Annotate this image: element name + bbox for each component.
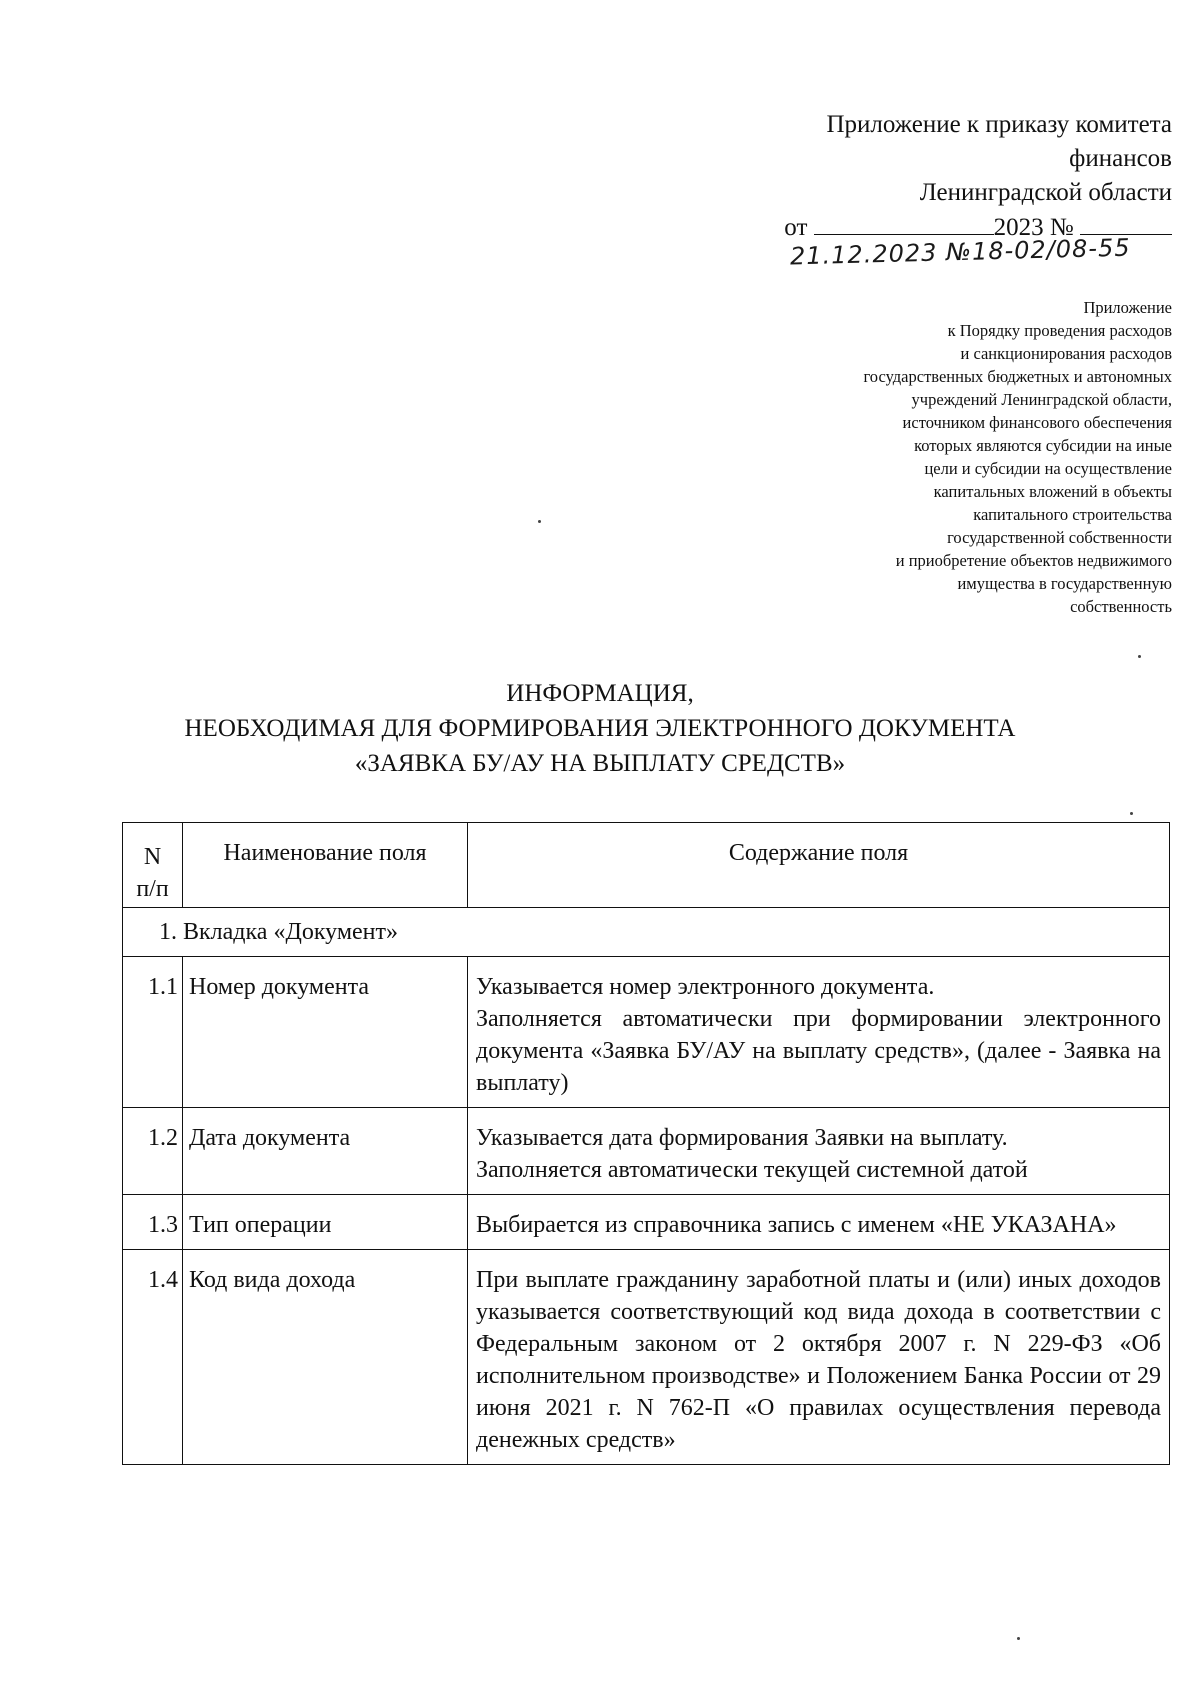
appendix-line: государственных бюджетных и автономных (863, 367, 1172, 386)
row-num: 1.4 (123, 1250, 183, 1465)
content-paragraph: При выплате гражданину заработной платы и (или) иных доходов указывается соответствующий код вида дохода в соответствии с Федеральным законом от 2 октября 2007 г. N 229-ФЗ «Об исполнительном производстве» и Положением Банка России от 29 июня 2021 г. N 762-П «О правилах осуществления перевода денежных средств» (476, 1267, 1161, 1453)
row-field-name: Тип операции (183, 1195, 468, 1250)
header-num (123, 823, 183, 908)
row-field-name: Код вида дохода (183, 1250, 468, 1465)
document-title (0, 676, 1200, 781)
scan-speck (538, 520, 541, 523)
row-field-name: Номер документа (183, 957, 468, 1108)
row-field-content (468, 1108, 1170, 1195)
section-row (123, 908, 1170, 957)
appendix-line: капитального строительства (973, 505, 1172, 524)
order-reference-line: Ленинградской области (919, 179, 1172, 206)
content-paragraph: Заполняется автоматически при формировании электронного документа «Заявка БУ/АУ на выплату средств», (далее - Заявка на выплату) (476, 1006, 1161, 1096)
table-row (123, 1250, 1170, 1465)
scan-speck (1017, 1637, 1020, 1640)
appendix-line: к Порядку проведения расходов (947, 321, 1172, 340)
row-num: 1.3 (123, 1195, 183, 1250)
section-title: 1. Вкладка «Документ» (123, 908, 1170, 957)
order-number-blank (1080, 210, 1172, 235)
content-paragraph: Указывается дата формирования Заявки на выплату. (476, 1125, 1008, 1151)
order-date-blank (814, 210, 994, 235)
content-paragraph: Указывается номер электронного документа. (476, 974, 935, 1000)
content-paragraph: Заполняется автоматически текущей системной датой (476, 1157, 1028, 1183)
appendix-line: и приобретение объектов недвижимого (895, 551, 1172, 570)
row-num: 1.1 (123, 957, 183, 1108)
title-line: «ЗАЯВКА БУ/АУ НА ВЫПЛАТУ СРЕДСТВ» (354, 750, 846, 777)
header-field-name: Наименование поля (183, 823, 468, 908)
order-reference (700, 108, 1172, 245)
appendix-line: и санкционирования расходов (960, 344, 1172, 363)
header-num-line: п/п (136, 876, 169, 902)
scan-speck (1130, 812, 1133, 815)
title-line: ИНФОРМАЦИЯ, (506, 680, 694, 707)
appendix-line: цели и субсидии на осуществление (924, 459, 1172, 478)
appendix-line: имущества в государственную (957, 574, 1172, 593)
appendix-line: Приложение (1083, 298, 1172, 317)
title-line: НЕОБХОДИМАЯ ДЛЯ ФОРМИРОВАНИЯ ЭЛЕКТРОННОГО ДОКУМЕНТА (184, 715, 1016, 742)
order-date-prefix: от (784, 214, 808, 241)
handwritten-date-number: 21.12.2023 №18-02/08-55 (789, 233, 1131, 271)
row-field-content (468, 957, 1170, 1108)
order-reference-line: финансов (1069, 145, 1172, 172)
content-paragraph: Выбирается из справочника запись с именем «НЕ УКАЗАНА» (476, 1212, 1117, 1238)
appendix-line: источником финансового обеспечения (902, 413, 1172, 432)
appendix-reference (700, 296, 1172, 618)
header-num-line: N (143, 844, 162, 870)
row-field-name: Дата документа (183, 1108, 468, 1195)
row-field-content (468, 1195, 1170, 1250)
appendix-line: которых являются субсидии на иные (914, 436, 1172, 455)
appendix-line: собственность (1070, 597, 1172, 616)
row-field-content (468, 1250, 1170, 1465)
scan-speck (1138, 655, 1141, 658)
table-row (123, 1108, 1170, 1195)
appendix-line: капитальных вложений в объекты (933, 482, 1172, 501)
row-num: 1.2 (123, 1108, 183, 1195)
order-date-year: 2023 № (993, 214, 1074, 241)
table-header-row (123, 823, 1170, 908)
table-row (123, 957, 1170, 1108)
fields-table (122, 822, 1170, 1465)
table-row (123, 1195, 1170, 1250)
header-field-content: Содержание поля (468, 823, 1170, 908)
appendix-line: государственной собственности (947, 528, 1172, 547)
appendix-line: учреждений Ленинградской области, (911, 390, 1172, 409)
order-reference-line: Приложение к приказу комитета (826, 111, 1172, 138)
